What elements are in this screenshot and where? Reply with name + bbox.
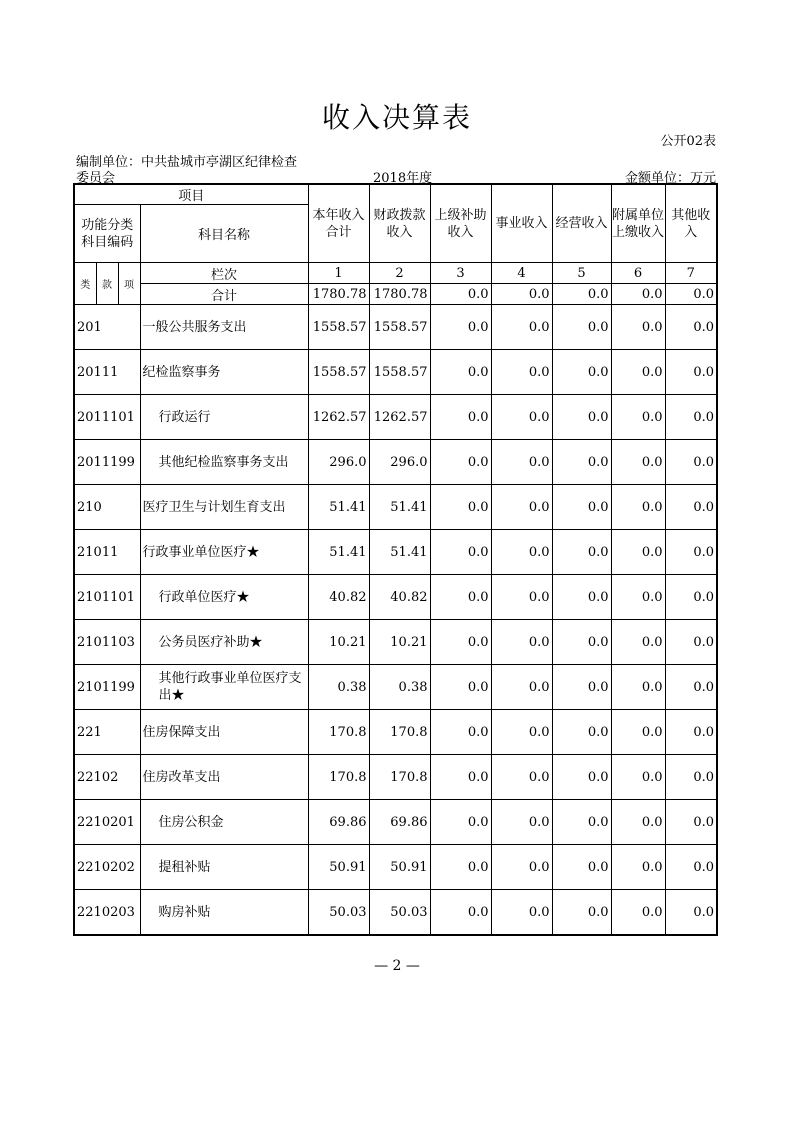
table-row	[74, 395, 717, 440]
row-value: 0.0	[665, 890, 717, 936]
row-code: 201	[74, 305, 140, 350]
row-value: 0.0	[611, 755, 665, 800]
row-value: 0.0	[665, 440, 717, 485]
table-row	[74, 890, 717, 936]
row-code: 2101101	[74, 575, 140, 620]
row-value: 0.0	[552, 305, 611, 350]
col-number: 2	[369, 263, 430, 284]
row-subject-name: 住房公积金	[140, 800, 308, 845]
row-value: 50.91	[369, 845, 430, 890]
row-subject-name: 行政运行	[140, 395, 308, 440]
header-lanci: 栏次	[140, 263, 308, 284]
total-value: 1780.78	[369, 284, 430, 305]
row-subject-name: 提租补贴	[140, 845, 308, 890]
fiscal-year: 2018年度	[373, 171, 433, 186]
row-value: 10.21	[369, 620, 430, 665]
row-code: 210	[74, 485, 140, 530]
row-value: 0.0	[491, 485, 552, 530]
page-title: 收入决算表	[321, 101, 472, 134]
header-lei: 类	[74, 263, 96, 305]
row-value: 0.0	[430, 350, 491, 395]
col-number: 5	[552, 263, 611, 284]
total-value: 0.0	[552, 284, 611, 305]
row-value: 0.0	[491, 305, 552, 350]
row-code: 20111	[74, 350, 140, 395]
row-value: 0.0	[491, 755, 552, 800]
row-value: 0.0	[491, 530, 552, 575]
row-subject-name: 行政单位医疗★	[140, 575, 308, 620]
row-value: 0.0	[491, 665, 552, 710]
row-value: 50.03	[308, 890, 369, 936]
form-code: 公开02表	[660, 134, 716, 149]
header-col-6: 附属单位上缴收入	[611, 184, 665, 263]
col-number: 1	[308, 263, 369, 284]
header-func-code: 功能分类科目编码	[74, 205, 140, 263]
row-value: 0.0	[611, 890, 665, 936]
row-subject-name: 其他行政事业单位医疗支出★	[140, 665, 308, 710]
row-value: 0.0	[665, 800, 717, 845]
row-value: 0.0	[491, 890, 552, 936]
row-value: 1558.57	[369, 350, 430, 395]
header-col-2: 财政拨款收入	[369, 184, 430, 263]
row-subject-name: 行政事业单位医疗★	[140, 530, 308, 575]
row-value: 0.0	[491, 395, 552, 440]
row-value: 0.0	[430, 575, 491, 620]
header-subject-name: 科目名称	[140, 205, 308, 263]
money-unit: 金额单位：万元	[624, 171, 716, 186]
row-value: 0.0	[430, 530, 491, 575]
header-project: 项目	[74, 184, 308, 205]
row-subject-name: 医疗卫生与计划生育支出	[140, 485, 308, 530]
row-code: 2210203	[74, 890, 140, 936]
row-value: 0.0	[611, 620, 665, 665]
row-value: 0.0	[665, 350, 717, 395]
row-value: 0.0	[430, 395, 491, 440]
row-subject-name: 住房改革支出	[140, 755, 308, 800]
table-row	[74, 440, 717, 485]
row-value: 50.03	[369, 890, 430, 936]
page-number: — 2 —	[374, 958, 420, 974]
header-col-3: 上级补助收入	[430, 184, 491, 263]
row-value: 0.0	[491, 350, 552, 395]
row-value: 1558.57	[308, 350, 369, 395]
row-value: 40.82	[308, 575, 369, 620]
row-value: 296.0	[369, 440, 430, 485]
row-value: 0.0	[611, 665, 665, 710]
row-value: 0.0	[611, 800, 665, 845]
row-value: 40.82	[369, 575, 430, 620]
row-value: 0.0	[430, 665, 491, 710]
row-value: 0.38	[308, 665, 369, 710]
row-value: 51.41	[369, 530, 430, 575]
table-row	[74, 845, 717, 890]
row-value: 0.0	[430, 755, 491, 800]
compiling-unit-line1: 编制单位：中共盐城市亭湖区纪律检查	[76, 155, 298, 170]
total-value: 0.0	[430, 284, 491, 305]
row-value: 0.0	[665, 530, 717, 575]
row-value: 1558.57	[308, 305, 369, 350]
row-value: 0.0	[665, 305, 717, 350]
row-value: 10.21	[308, 620, 369, 665]
row-value: 1262.57	[369, 395, 430, 440]
total-value: 0.0	[491, 284, 552, 305]
row-code: 2210202	[74, 845, 140, 890]
row-value: 0.0	[611, 485, 665, 530]
row-value: 170.8	[308, 710, 369, 755]
row-value: 0.0	[611, 350, 665, 395]
row-value: 170.8	[308, 755, 369, 800]
row-value: 1558.57	[369, 305, 430, 350]
row-value: 0.0	[430, 800, 491, 845]
table-row	[74, 350, 717, 395]
header-kuan: 款	[96, 263, 118, 305]
row-subject-name: 其他纪检监察事务支出	[140, 440, 308, 485]
header-col-7: 其他收入	[665, 184, 717, 263]
row-value: 0.0	[665, 575, 717, 620]
header-col-1: 本年收入合计	[308, 184, 369, 263]
row-value: 0.0	[611, 395, 665, 440]
row-value: 0.0	[491, 440, 552, 485]
row-value: 0.38	[369, 665, 430, 710]
row-value: 0.0	[552, 350, 611, 395]
row-code: 2011199	[74, 440, 140, 485]
row-value: 0.0	[430, 890, 491, 936]
row-value: 0.0	[665, 485, 717, 530]
table-row	[74, 620, 717, 665]
row-value: 0.0	[611, 845, 665, 890]
row-value: 0.0	[665, 845, 717, 890]
col-number: 3	[430, 263, 491, 284]
row-code: 2210201	[74, 800, 140, 845]
row-subject-name: 住房保障支出	[140, 710, 308, 755]
row-value: 0.0	[430, 710, 491, 755]
table-row	[74, 485, 717, 530]
compiling-unit-line2: 委员会	[76, 171, 116, 186]
row-value: 0.0	[552, 620, 611, 665]
table-row	[74, 305, 717, 350]
row-value: 0.0	[491, 845, 552, 890]
total-label: 合计	[140, 284, 308, 305]
row-value: 0.0	[430, 620, 491, 665]
row-code: 2011101	[74, 395, 140, 440]
table-row	[74, 575, 717, 620]
row-value: 0.0	[552, 440, 611, 485]
row-value: 51.41	[308, 530, 369, 575]
row-value: 296.0	[308, 440, 369, 485]
row-subject-name: 公务员医疗补助★	[140, 620, 308, 665]
row-value: 0.0	[552, 395, 611, 440]
row-value: 0.0	[430, 305, 491, 350]
row-value: 0.0	[491, 800, 552, 845]
row-code: 2101199	[74, 665, 140, 710]
row-value: 0.0	[665, 620, 717, 665]
row-value: 0.0	[665, 665, 717, 710]
row-value: 0.0	[611, 305, 665, 350]
row-value: 0.0	[552, 665, 611, 710]
row-value: 0.0	[611, 575, 665, 620]
row-value: 0.0	[665, 710, 717, 755]
row-value: 0.0	[491, 620, 552, 665]
header-xiang: 项	[118, 263, 140, 305]
total-value: 0.0	[611, 284, 665, 305]
header-col-4: 事业收入	[491, 184, 552, 263]
table-row	[74, 665, 717, 710]
row-value: 51.41	[369, 485, 430, 530]
row-code: 221	[74, 710, 140, 755]
row-value: 0.0	[430, 440, 491, 485]
row-value: 69.86	[369, 800, 430, 845]
row-value: 0.0	[430, 485, 491, 530]
total-value: 0.0	[665, 284, 717, 305]
row-value: 0.0	[665, 755, 717, 800]
row-value: 0.0	[552, 530, 611, 575]
row-value: 0.0	[491, 575, 552, 620]
row-value: 0.0	[552, 575, 611, 620]
row-value: 0.0	[491, 710, 552, 755]
row-subject-name: 购房补贴	[140, 890, 308, 936]
table-row	[74, 755, 717, 800]
row-value: 0.0	[665, 395, 717, 440]
row-value: 69.86	[308, 800, 369, 845]
row-value: 0.0	[430, 845, 491, 890]
row-value: 170.8	[369, 710, 430, 755]
table-row	[74, 530, 717, 575]
row-value: 0.0	[611, 440, 665, 485]
col-number: 6	[611, 263, 665, 284]
row-value: 0.0	[611, 530, 665, 575]
header-col-5: 经营收入	[552, 184, 611, 263]
row-value: 0.0	[552, 755, 611, 800]
row-code: 22102	[74, 755, 140, 800]
total-row	[74, 284, 717, 305]
total-value: 1780.78	[308, 284, 369, 305]
col-number: 7	[665, 263, 717, 284]
row-value: 0.0	[552, 800, 611, 845]
row-value: 170.8	[369, 755, 430, 800]
row-value: 50.91	[308, 845, 369, 890]
row-subject-name: 纪检监察事务	[140, 350, 308, 395]
row-subject-name: 一般公共服务支出	[140, 305, 308, 350]
col-number: 4	[491, 263, 552, 284]
table-row	[74, 710, 717, 755]
row-value: 1262.57	[308, 395, 369, 440]
table-row	[74, 800, 717, 845]
row-code: 2101103	[74, 620, 140, 665]
row-value: 51.41	[308, 485, 369, 530]
row-value: 0.0	[552, 890, 611, 936]
row-value: 0.0	[552, 485, 611, 530]
income-table	[73, 183, 718, 936]
row-value: 0.0	[552, 845, 611, 890]
row-value: 0.0	[552, 710, 611, 755]
row-code: 21011	[74, 530, 140, 575]
row-value: 0.0	[611, 710, 665, 755]
